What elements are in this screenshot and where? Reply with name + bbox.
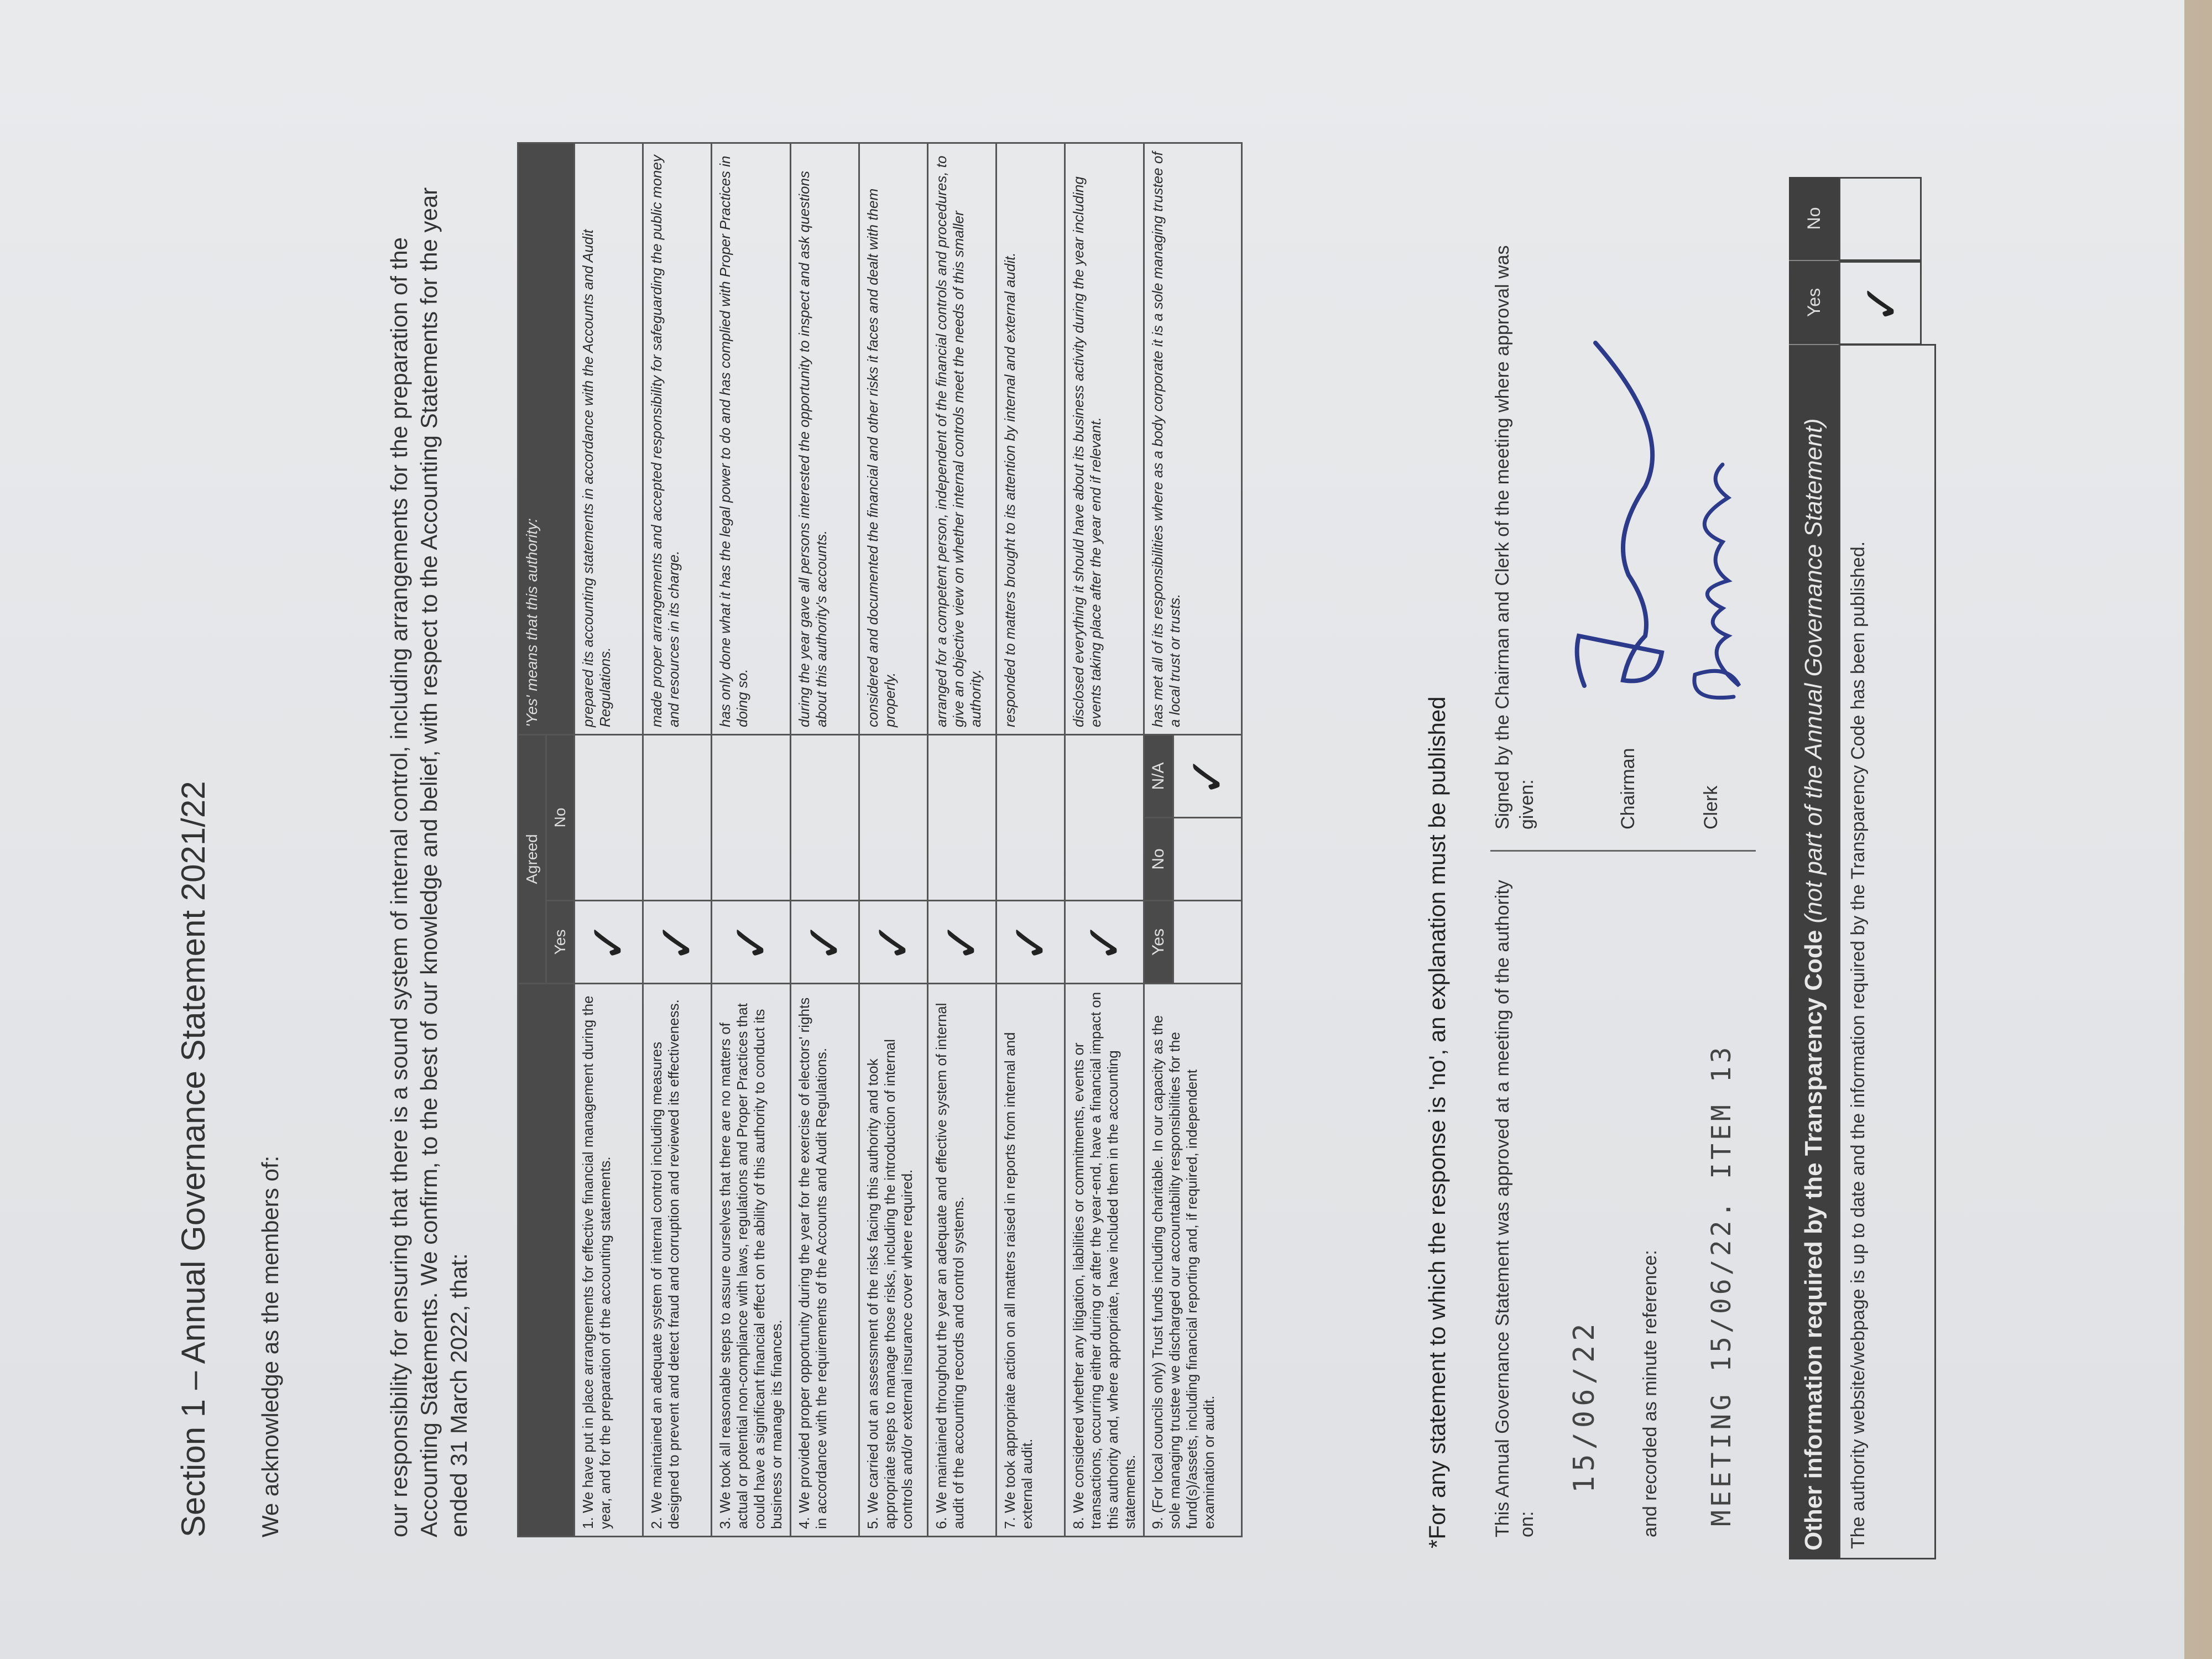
trust-no-header: No [1144, 818, 1173, 901]
yes-checkbox[interactable]: ✓ [575, 901, 643, 984]
statement-cell: 7. We took appropriate action on all matters raised in reports from internal and external audit. [997, 984, 1065, 1537]
transparency-yesno-cells [1839, 177, 1922, 345]
transparency-subtitle: (not part of the Annual Governance Statement) [1800, 418, 1827, 924]
table-row [575, 143, 643, 1536]
trust-yes-checkbox[interactable] [1173, 901, 1242, 984]
transparency-text: The authority website/webpage is up to date and the information required by the Transparency Code has been published. [1839, 344, 1936, 1559]
signed-text: Signed by the Chairman and Clerk of the meeting where approval was given: [1492, 245, 1537, 830]
yes-header: Yes [546, 901, 575, 984]
no-checkbox[interactable] [575, 734, 643, 900]
means-cell: arranged for a competent person, independent of the financial controls and procedures, to give an objective view on whether internal controls meet the needs of this smaller authority. [928, 143, 997, 734]
approval-date: 15/06/22 [1568, 1319, 1601, 1493]
no-checkbox[interactable] [791, 734, 859, 900]
table-row [791, 143, 859, 1536]
governance-document [75, 0, 2204, 1659]
table-row-trust-header [1144, 143, 1173, 1536]
statement-cell: 5. We carried out an assessment of the risks facing this authority and took appropriate steps to manage those risks, including the introduction of internal controls and/or external insurance cover where required. [859, 984, 928, 1537]
transparency-no-label: No [1789, 177, 1839, 261]
no-checkbox[interactable] [859, 734, 928, 900]
yes-checkbox[interactable]: ✓ [643, 901, 712, 984]
chairman-signature [1562, 332, 1673, 719]
transparency-no-checkbox[interactable] [1839, 177, 1922, 261]
trust-no-checkbox[interactable] [1173, 818, 1242, 901]
agreed-header: Agreed [518, 734, 546, 983]
yes-checkbox[interactable]: ✓ [997, 901, 1065, 984]
yes-checkbox[interactable]: ✓ [791, 901, 859, 984]
minute-reference: MEETING 15/06/22. ITEM 13 [1706, 1044, 1737, 1526]
table-row [859, 143, 928, 1536]
means-cell: has met all of its responsibilities where as a body corporate it is a sole managing trustee of a local trust or trusts. [1144, 143, 1242, 734]
statement-cell: 8. We considered whether any litigation, liabilities or commitments, events or transactions, occurring either during or after the year-end, have a financial impact on this authority and, where appropriate, have included them in the accounting statements. [1065, 984, 1144, 1537]
table-row [643, 143, 712, 1536]
clerk-signature [1667, 442, 1756, 719]
no-header: No [546, 734, 575, 900]
section-title: Section 1 – Annual Governance Statement 2021/22 [175, 781, 212, 1537]
transparency-yesno-header [1789, 177, 1839, 345]
yes-checkbox[interactable]: ✓ [859, 901, 928, 984]
trust-na-header: N/A [1144, 734, 1173, 817]
means-cell: responded to matters brought to its attention by internal and external audit. [997, 143, 1065, 734]
chairman-label: Chairman [1618, 748, 1639, 830]
minute-label: and recorded as minute reference: [1640, 1250, 1661, 1537]
approved-text: This Annual Governance Statement was approved at a meeting of the authority on: [1492, 880, 1537, 1537]
responsibility-text: our responsibility for ensuring that there is a sound system of internal control, including arrangements for the preparation of the Accounting Statements. We confirm, to the best of our knowledge and belief, with respect to the Accounting Statements for the year ended 31 March 2022, that: [386, 187, 472, 1537]
yes-checkbox[interactable]: ✓ [712, 901, 791, 984]
intro-text: We acknowledge as the members of: [257, 1155, 283, 1537]
clerk-label: Clerk [1700, 785, 1721, 830]
governance-table [517, 142, 1243, 1537]
means-header: 'Yes' means that this authority: [518, 143, 575, 734]
means-cell: during the year gave all persons interested the opportunity to inspect and ask questions about this authority's accounts. [791, 143, 859, 734]
transparency-header [1789, 345, 1839, 1559]
means-cell: prepared its accounting statements in accordance with the Accounts and Audit Regulations. [575, 143, 643, 734]
no-checkbox[interactable] [643, 734, 712, 900]
means-cell: has only done what it has the legal power to do and has complied with Proper Practices in doing so. [712, 143, 791, 734]
statement-cell: 9. (For local councils only) Trust funds including charitable. In our capacity as the sole managing trustee we discharged our accountability responsibilities for the fund(s)/assets, including financial reporting and, if required, independent examination or audit. [1144, 984, 1242, 1537]
means-cell: considered and documented the financial and other risks it faces and dealt with them properly. [859, 143, 928, 734]
divider [1490, 850, 1756, 852]
transparency-yes-checkbox[interactable]: ✓ [1839, 261, 1922, 345]
yes-checkbox[interactable]: ✓ [1065, 901, 1144, 984]
table-row [928, 143, 997, 1536]
transparency-title: Other information required by the Transparency Code [1800, 930, 1827, 1551]
statement-cell: 3. We took all reasonable steps to assure ourselves that there are no matters of actual or potential non-compliance with laws, regulations and Proper Practices that could have a significant financial effect on the ability of this authority to conduct its business or manage its finances. [712, 984, 791, 1537]
statement-cell: 1. We have put in place arrangements for effective financial management during the year, and for the preparation of the accounting statements. [575, 984, 643, 1537]
means-cell: disclosed everything it should have about its business activity during the year including events taking place after the year end if relevant. [1065, 143, 1144, 734]
yes-checkbox[interactable]: ✓ [928, 901, 997, 984]
no-checkbox[interactable] [1065, 734, 1144, 900]
transparency-section [1789, 177, 1922, 1559]
statement-cell: 4. We provided proper opportunity during the year for the exercise of electors' rights in accordance with the requirements of the Accounts and Audit Regulations. [791, 984, 859, 1537]
means-cell: made proper arrangements and accepted responsibility for safeguarding the public money and resources in its charge. [643, 143, 712, 734]
trust-yes-header: Yes [1144, 901, 1173, 984]
statement-cell: 6. We maintained throughout the year an adequate and effective system of internal audit of the accounting records and control systems. [928, 984, 997, 1537]
statement-cell: 2. We maintained an adequate system of internal control including measures designed to prevent and detect fraud and corruption and reviewed its effectiveness. [643, 984, 712, 1537]
trust-na-checkbox[interactable]: ✓ [1173, 734, 1242, 817]
no-checkbox[interactable] [928, 734, 997, 900]
explanation-note: *For any statement to which the response is 'no', an explanation must be published [1424, 696, 1450, 1548]
table-row [997, 143, 1065, 1536]
table-row [712, 143, 791, 1536]
statement-header [518, 984, 575, 1537]
no-checkbox[interactable] [712, 734, 791, 900]
no-checkbox[interactable] [997, 734, 1065, 900]
table-row [1065, 143, 1144, 1536]
transparency-yes-label: Yes [1789, 261, 1839, 345]
